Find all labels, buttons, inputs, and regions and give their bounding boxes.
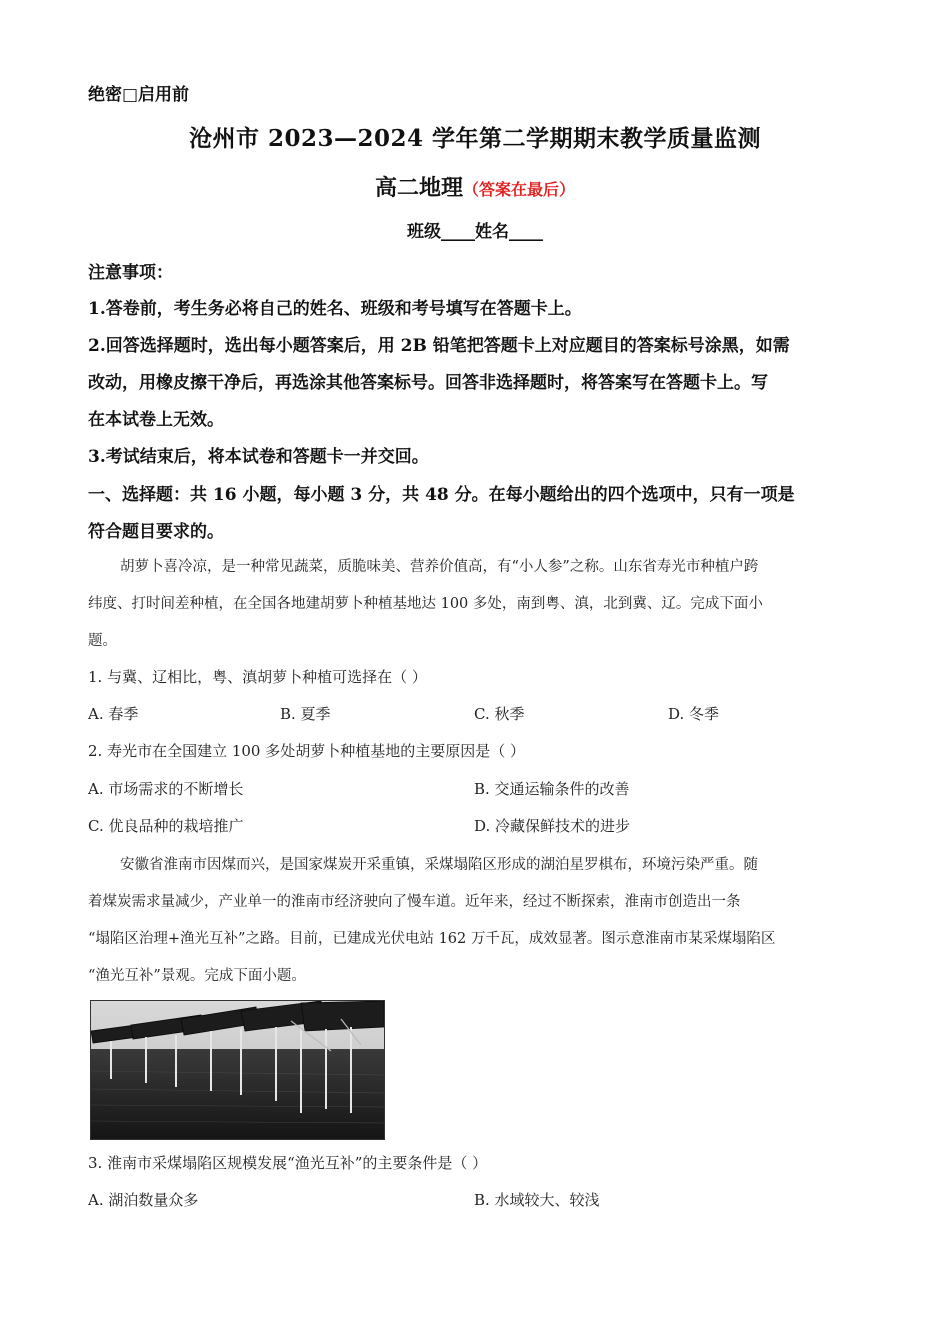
notice-item-2-line-3: 在本试卷上无效。 [88, 410, 224, 430]
question-1-option-a: A. 春季 [88, 705, 139, 723]
question-1-option-c: C. 秋季 [474, 705, 525, 723]
solar-panels-over-water-image [91, 1001, 384, 1139]
question-3-stem: 3. 淮南市采煤塌陷区规模发展“渔光互补”的主要条件是（ ） [88, 1154, 488, 1172]
notice-item-2-line-2: 改动，用橡皮擦干净后，再选涂其他答案标号。回答非选择题时，将答案写在答题卡上。写 [88, 373, 768, 393]
answer-note: （答案在最后） [463, 180, 576, 199]
passage-2-line-3: “塌陷区治理+渔光互补”之路。目前，已建成光伏电站 162 万千瓦，成效显著。图示意淮南市某采煤塌陷区 [88, 931, 776, 947]
question-3-option-b: B. 水域较大、较浅 [474, 1191, 600, 1209]
passage-1-line-1: 胡萝卜喜冷凉，是一种常见蔬菜，质脆味美、营养价值高，有“小人参”之称。山东省寿光市种植户跨 [120, 559, 759, 575]
passage-1-line-3: 题。 [88, 633, 117, 649]
question-2-option-a: A. 市场需求的不断增长 [88, 780, 244, 798]
question-2-option-d: D. 冷藏保鲜技术的进步 [474, 817, 631, 835]
section-heading-line-2: 符合题目要求的。 [88, 522, 224, 542]
passage-2-line-2: 着煤炭需求量减少，产业单一的淮南市经济驶向了慢车道。近年来，经过不断探索，淮南市创造出一条 [88, 894, 741, 910]
solar-fishery-photo [90, 1000, 385, 1140]
question-2-stem: 2. 寿光市在全国建立 100 多处胡萝卜种植基地的主要原因是（ ） [88, 742, 526, 760]
page-title: 沧州市 2023—2024 学年第二学期期末教学质量监测 [188, 125, 762, 152]
question-2-option-c: C. 优良品种的栽培推广 [88, 817, 244, 835]
subject-title [0, 171, 950, 202]
passage-2-line-1: 安徽省淮南市因煤而兴，是国家煤炭开采重镇，采煤塌陷区形成的湖泊星罗棋布，环境污染严重。随 [120, 857, 758, 873]
confidential-mark: 绝密□启用前 [88, 85, 190, 105]
notice-item-1: 1.答卷前，考生务必将自己的姓名、班级和考号填写在答题卡上。 [88, 299, 582, 319]
passage-2-line-4: “渔光互补”景观。完成下面小题。 [88, 968, 306, 984]
question-1-option-d: D. 冬季 [668, 705, 720, 723]
question-1-option-b: B. 夏季 [280, 705, 331, 723]
passage-1-line-2: 纬度、打时间差种植，在全国各地建胡萝卜种植基地达 100 多处，南到粤、滇，北到冀、辽。完成下面小 [88, 596, 763, 612]
question-1-stem: 1. 与冀、辽相比，粤、滇胡萝卜种植可选择在（ ） [88, 668, 427, 686]
section-heading-line-1: 一、选择题：共 16 小题，每小题 3 分，共 48 分。在每小题给出的四个选项中，只有一项是 [88, 485, 795, 505]
class-name-line: 班级____姓名____ [407, 222, 543, 242]
subject-name: 高二地理 [374, 175, 463, 201]
notice-item-2-line-1: 2.回答选择题时，选出每小题答案后，用 2B 铅笔把答题卡上对应题目的答案标号涂黑，如需 [88, 336, 790, 356]
question-2-option-b: B. 交通运输条件的改善 [474, 780, 630, 798]
notice-item-3: 3.考试结束后，将本试卷和答题卡一并交回。 [88, 447, 429, 467]
notice-heading: 注意事项： [88, 263, 173, 283]
question-3-option-a: A. 湖泊数量众多 [88, 1191, 199, 1209]
